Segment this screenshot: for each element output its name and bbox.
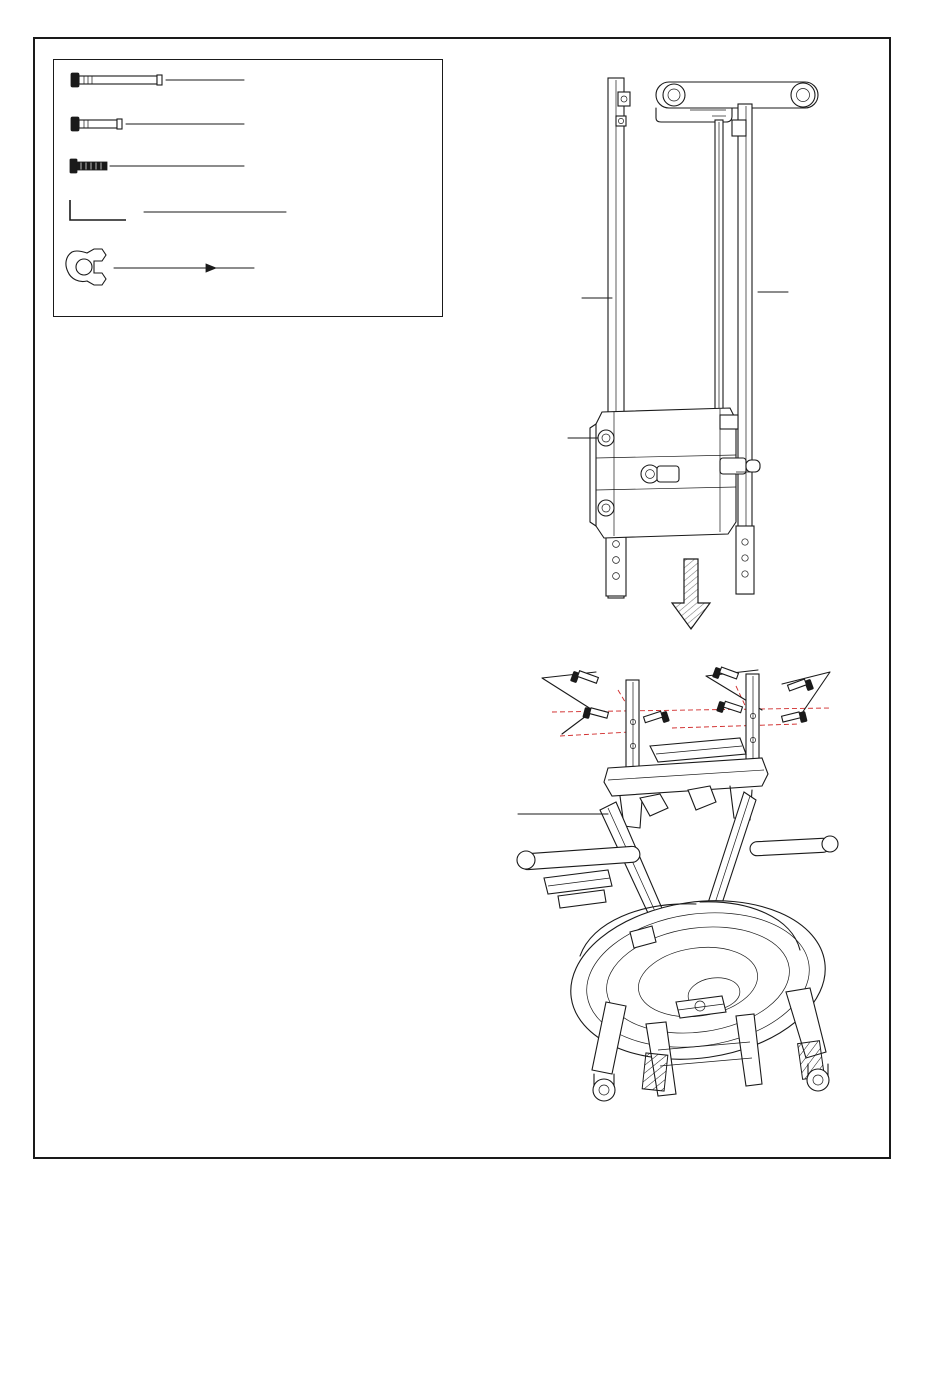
fastener-d (717, 701, 743, 712)
legend-row-5 (54, 236, 444, 296)
fastener-b (583, 707, 609, 718)
downward-insertion-arrow (668, 555, 718, 635)
spanner-wrench-icon (66, 249, 106, 285)
fastener-c (712, 667, 738, 679)
center-console-block (590, 408, 760, 538)
long-hex-bolt-icon (71, 73, 162, 87)
legend-row-2 (54, 108, 444, 148)
fastener-f (782, 711, 808, 722)
legend-row-4 (54, 192, 444, 232)
upper-figure (560, 60, 890, 630)
lower-figure (500, 650, 890, 1150)
right-arm-rail (750, 836, 838, 856)
fastener-e (788, 679, 814, 691)
short-hex-bolt-icon (71, 117, 122, 131)
fastener-cluster-left (542, 671, 608, 734)
short-threaded-screw-icon (70, 159, 107, 173)
fastener-cluster-right (644, 667, 830, 723)
left-arm-rail (517, 846, 640, 908)
fastener-g (644, 711, 670, 722)
allen-key-icon (70, 200, 126, 220)
legend-row-1 (54, 64, 444, 104)
legend-row-3 (54, 150, 444, 190)
parts-legend-box (53, 59, 443, 317)
top-handle-bar (656, 82, 818, 122)
